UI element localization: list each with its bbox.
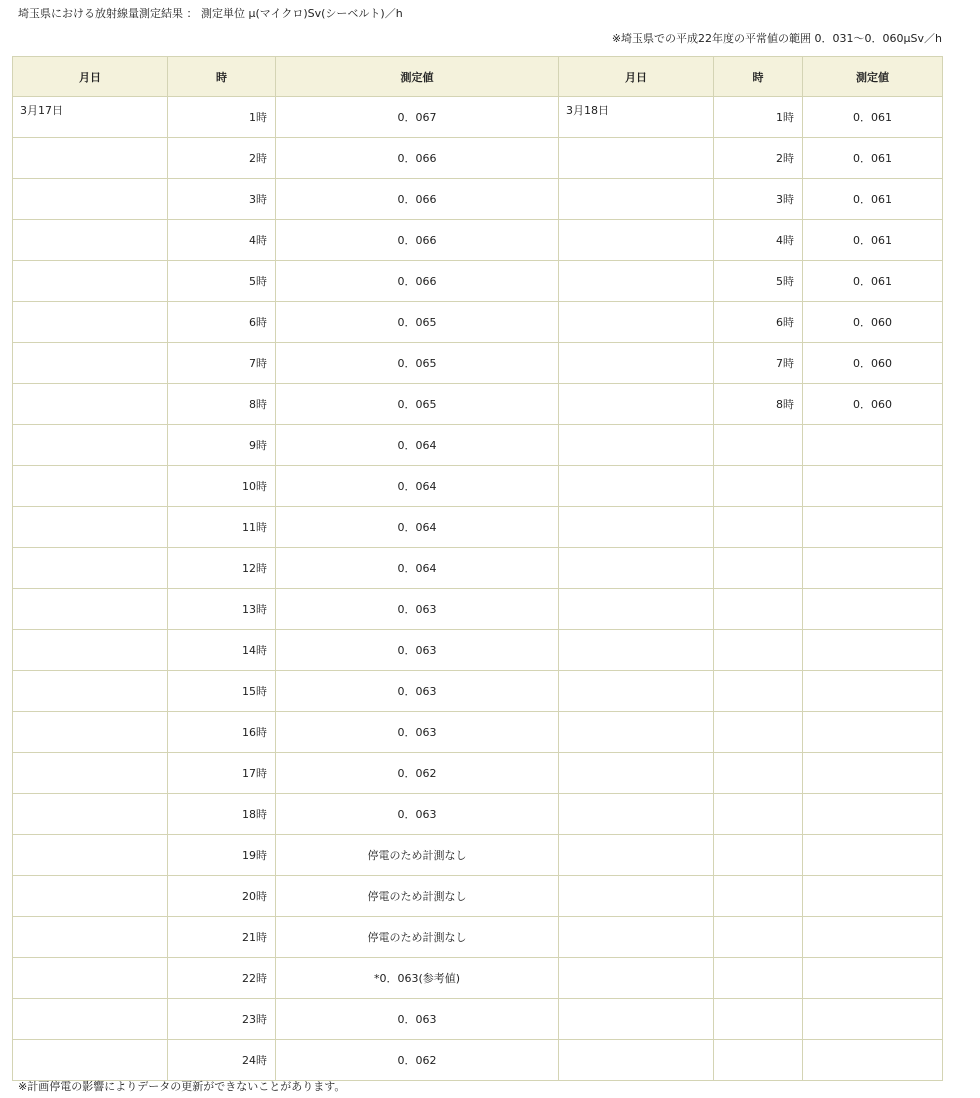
value-cell-left: 0．063 [276, 630, 559, 671]
table-row [13, 261, 943, 302]
date-cell-right [559, 958, 714, 999]
table-row [13, 917, 943, 958]
value-cell-right [803, 917, 943, 958]
value-cell-left: 0．063 [276, 999, 559, 1040]
hour-cell-right [714, 630, 803, 671]
value-cell-right: 0．060 [803, 343, 943, 384]
value-cell-right [803, 794, 943, 835]
hour-cell-right [714, 917, 803, 958]
date-cell-left [13, 671, 168, 712]
date-cell-right [559, 1040, 714, 1081]
hour-cell-left: 19時 [168, 835, 276, 876]
value-cell-left: *0．063(参考値) [276, 958, 559, 999]
value-cell-left: 0．064 [276, 466, 559, 507]
date-cell-left [13, 712, 168, 753]
value-cell-left: 0．066 [276, 261, 559, 302]
date-cell-left [13, 138, 168, 179]
date-cell-right [559, 302, 714, 343]
table-row [13, 835, 943, 876]
value-cell-right: 0．061 [803, 220, 943, 261]
value-cell-right [803, 958, 943, 999]
hour-cell-left: 18時 [168, 794, 276, 835]
column-header-value-right: 測定値 [803, 57, 943, 97]
hour-cell-right [714, 958, 803, 999]
hour-cell-left: 5時 [168, 261, 276, 302]
date-cell-left [13, 343, 168, 384]
value-cell-right: 0．061 [803, 97, 943, 138]
date-cell-left [13, 630, 168, 671]
hour-cell-left: 15時 [168, 671, 276, 712]
value-cell-left: 0．065 [276, 343, 559, 384]
hour-cell-left: 11時 [168, 507, 276, 548]
hour-cell-right [714, 999, 803, 1040]
table-row [13, 138, 943, 179]
value-cell-right: 0．060 [803, 384, 943, 425]
value-cell-right [803, 999, 943, 1040]
value-cell-right [803, 753, 943, 794]
date-cell-right [559, 220, 714, 261]
value-cell-left: 0．064 [276, 507, 559, 548]
date-cell-right [559, 548, 714, 589]
hour-cell-left: 16時 [168, 712, 276, 753]
date-cell-left [13, 917, 168, 958]
column-header-date-right: 月日 [559, 57, 714, 97]
value-cell-right [803, 548, 943, 589]
date-cell-left [13, 753, 168, 794]
value-cell-right [803, 835, 943, 876]
table-row [13, 97, 943, 138]
value-cell-right: 0．061 [803, 179, 943, 220]
date-cell-left [13, 425, 168, 466]
value-cell-left: 0．066 [276, 138, 559, 179]
hour-cell-left: 9時 [168, 425, 276, 466]
table-row [13, 302, 943, 343]
hour-cell-left: 14時 [168, 630, 276, 671]
table-row [13, 753, 943, 794]
date-cell-left [13, 548, 168, 589]
date-cell-right [559, 876, 714, 917]
table-row [13, 425, 943, 466]
date-cell-right: 3月18日 [559, 97, 714, 138]
hour-cell-left: 17時 [168, 753, 276, 794]
table-row [13, 671, 943, 712]
date-cell-left [13, 466, 168, 507]
value-cell-left: 0．062 [276, 1040, 559, 1081]
date-cell-right [559, 794, 714, 835]
value-cell-left: 0．064 [276, 425, 559, 466]
date-cell-right [559, 835, 714, 876]
value-cell-left: 0．066 [276, 220, 559, 261]
value-cell-right: 0．061 [803, 261, 943, 302]
footnote: ※計画停電の影響によりデータの更新ができないことがあります。 [18, 1080, 346, 1093]
table-row [13, 999, 943, 1040]
hour-cell-left: 13時 [168, 589, 276, 630]
value-cell-left: 0．065 [276, 384, 559, 425]
hour-cell-right: 4時 [714, 220, 803, 261]
value-cell-right [803, 671, 943, 712]
date-cell-left [13, 589, 168, 630]
hour-cell-right [714, 835, 803, 876]
date-cell-left [13, 179, 168, 220]
date-cell-right [559, 507, 714, 548]
hour-cell-left: 1時 [168, 97, 276, 138]
date-cell-left [13, 220, 168, 261]
value-cell-right [803, 1040, 943, 1081]
table-row [13, 712, 943, 753]
hour-cell-right: 6時 [714, 302, 803, 343]
value-cell-right [803, 425, 943, 466]
value-cell-right [803, 712, 943, 753]
hour-cell-left: 8時 [168, 384, 276, 425]
table-row [13, 384, 943, 425]
value-cell-right: 0．060 [803, 302, 943, 343]
date-cell-right [559, 384, 714, 425]
value-cell-left: 0．063 [276, 589, 559, 630]
hour-cell-right [714, 507, 803, 548]
table-row [13, 794, 943, 835]
date-cell-left [13, 999, 168, 1040]
hour-cell-left: 20時 [168, 876, 276, 917]
date-cell-right [559, 630, 714, 671]
hour-cell-right [714, 466, 803, 507]
value-cell-left: 停電のため計測なし [276, 917, 559, 958]
date-cell-left [13, 1040, 168, 1081]
table-row [13, 589, 943, 630]
hour-cell-left: 12時 [168, 548, 276, 589]
hour-cell-left: 2時 [168, 138, 276, 179]
date-cell-left: 3月17日 [13, 97, 168, 138]
table-row [13, 466, 943, 507]
hour-cell-right: 5時 [714, 261, 803, 302]
hour-cell-left: 23時 [168, 999, 276, 1040]
hour-cell-left: 10時 [168, 466, 276, 507]
date-cell-left [13, 958, 168, 999]
value-cell-left: 0．063 [276, 712, 559, 753]
hour-cell-right: 8時 [714, 384, 803, 425]
hour-cell-right [714, 876, 803, 917]
hour-cell-left: 21時 [168, 917, 276, 958]
hour-cell-right [714, 589, 803, 630]
hour-cell-left: 22時 [168, 958, 276, 999]
value-cell-left: 0．062 [276, 753, 559, 794]
value-cell-right [803, 507, 943, 548]
table-row [13, 343, 943, 384]
hour-cell-right [714, 712, 803, 753]
date-cell-right [559, 917, 714, 958]
radiation-measurement-table [12, 56, 943, 1081]
hour-cell-right [714, 794, 803, 835]
table-row [13, 876, 943, 917]
column-header-hour-left: 時 [168, 57, 276, 97]
hour-cell-right [714, 671, 803, 712]
value-cell-right [803, 589, 943, 630]
date-cell-right [559, 138, 714, 179]
hour-cell-left: 7時 [168, 343, 276, 384]
date-cell-right [559, 753, 714, 794]
date-cell-left [13, 302, 168, 343]
table-row [13, 958, 943, 999]
table-row [13, 220, 943, 261]
table-row [13, 179, 943, 220]
page-title: 埼玉県における放射線量測定結果 ： 測定単位 μ(マイクロ)Sv(シーベルト)／h [18, 7, 403, 20]
date-cell-right [559, 999, 714, 1040]
hour-cell-right [714, 548, 803, 589]
value-cell-left: 0．067 [276, 97, 559, 138]
value-cell-left: 停電のため計測なし [276, 835, 559, 876]
hour-cell-right [714, 425, 803, 466]
column-header-hour-right: 時 [714, 57, 803, 97]
date-cell-right [559, 712, 714, 753]
value-cell-left: 0．064 [276, 548, 559, 589]
date-cell-right [559, 671, 714, 712]
hour-cell-left: 6時 [168, 302, 276, 343]
date-cell-left [13, 384, 168, 425]
date-cell-left [13, 876, 168, 917]
date-cell-right [559, 343, 714, 384]
date-cell-right [559, 466, 714, 507]
value-cell-left: 停電のため計測なし [276, 876, 559, 917]
table-header-row [13, 57, 943, 97]
hour-cell-right: 1時 [714, 97, 803, 138]
table-row [13, 630, 943, 671]
date-cell-right [559, 425, 714, 466]
hour-cell-right [714, 753, 803, 794]
date-cell-left [13, 261, 168, 302]
value-cell-left: 0．063 [276, 794, 559, 835]
hour-cell-right: 7時 [714, 343, 803, 384]
date-cell-left [13, 835, 168, 876]
table-row [13, 548, 943, 589]
hour-cell-right: 3時 [714, 179, 803, 220]
date-cell-right [559, 589, 714, 630]
hour-cell-left: 4時 [168, 220, 276, 261]
date-cell-right [559, 261, 714, 302]
value-cell-right [803, 876, 943, 917]
normal-range-note: ※埼玉県での平成22年度の平常値の範囲 0．031～0．060μSv／h [611, 32, 942, 45]
column-header-date-left: 月日 [13, 57, 168, 97]
date-cell-left [13, 507, 168, 548]
hour-cell-right: 2時 [714, 138, 803, 179]
table-row [13, 1040, 943, 1081]
hour-cell-left: 24時 [168, 1040, 276, 1081]
value-cell-left: 0．063 [276, 671, 559, 712]
value-cell-left: 0．066 [276, 179, 559, 220]
value-cell-right: 0．061 [803, 138, 943, 179]
hour-cell-right [714, 1040, 803, 1081]
column-header-value-left: 測定値 [276, 57, 559, 97]
table-row [13, 507, 943, 548]
value-cell-right [803, 630, 943, 671]
value-cell-left: 0．065 [276, 302, 559, 343]
date-cell-right [559, 179, 714, 220]
date-cell-left [13, 794, 168, 835]
value-cell-right [803, 466, 943, 507]
hour-cell-left: 3時 [168, 179, 276, 220]
